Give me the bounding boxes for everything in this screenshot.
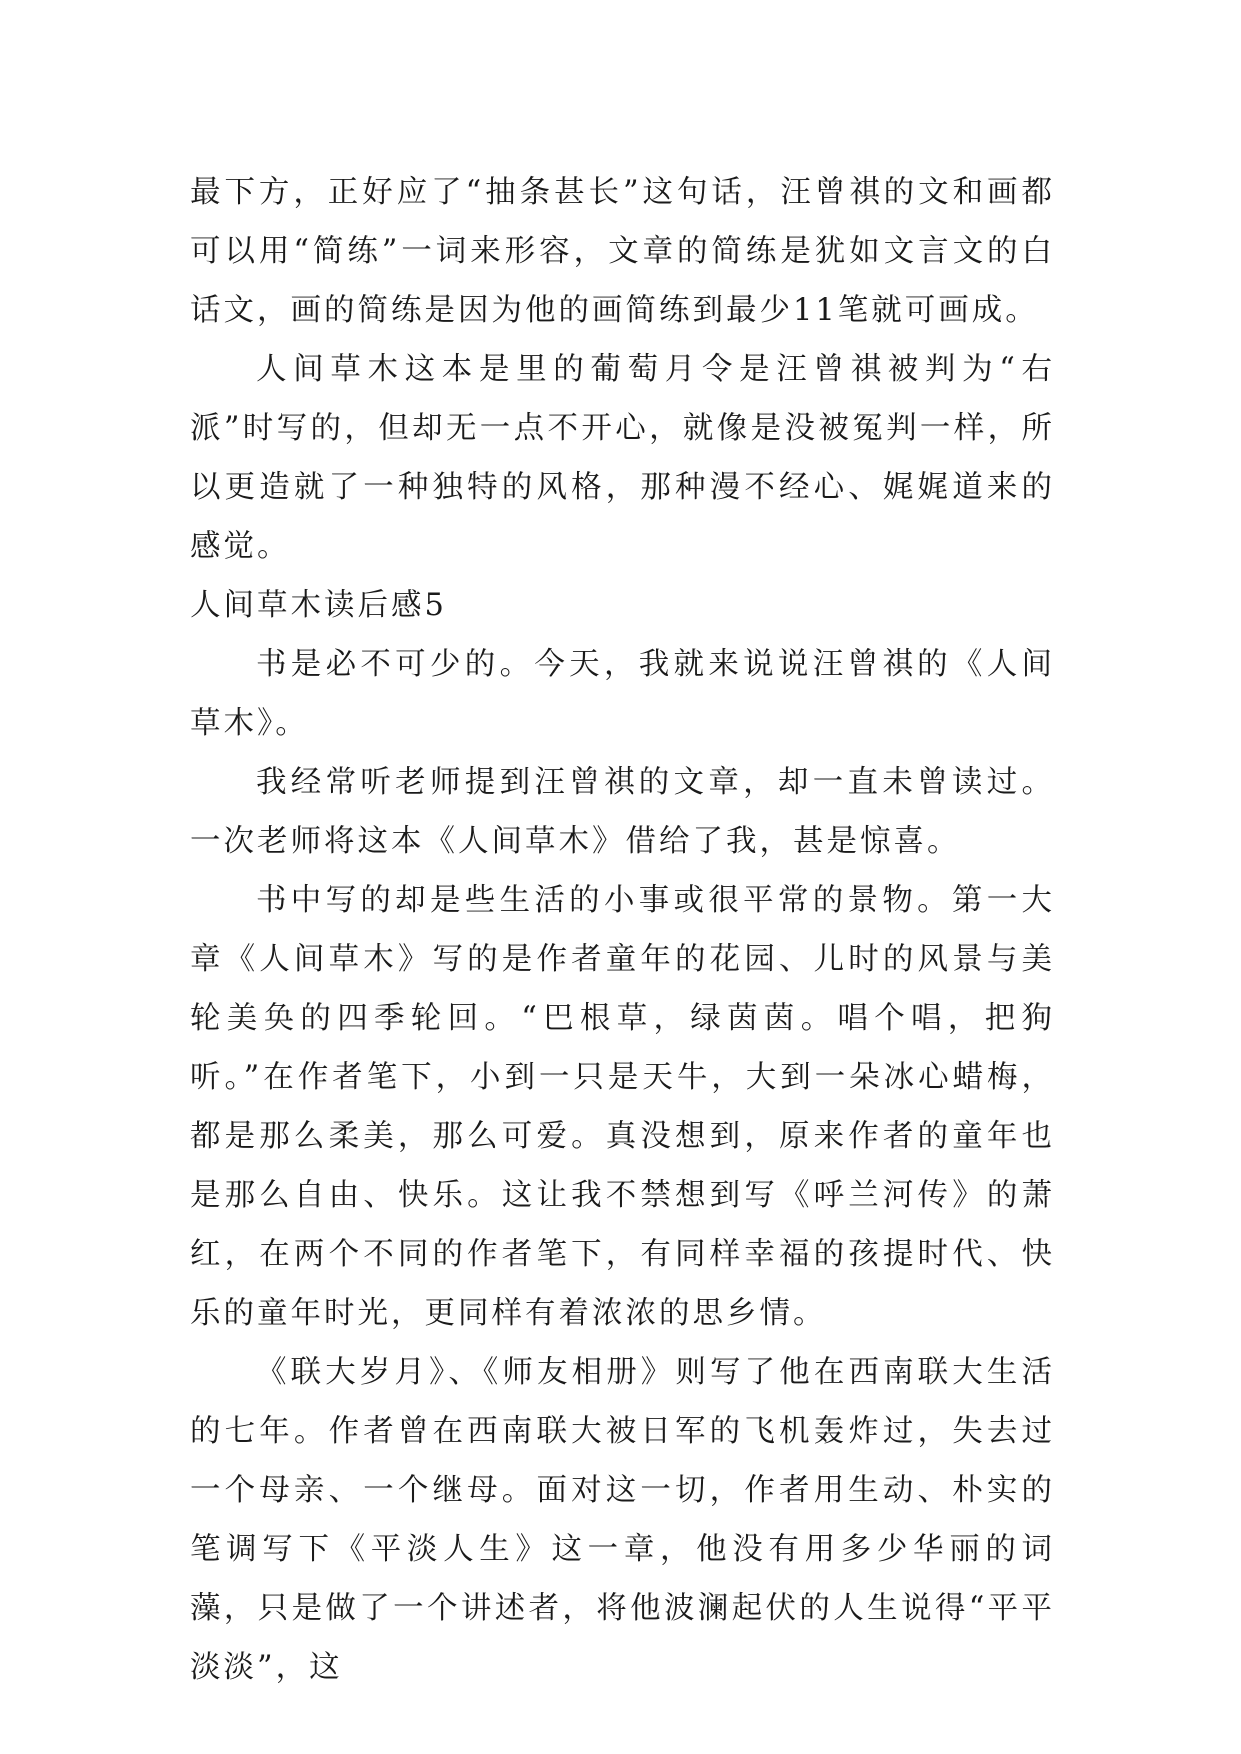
paragraph-childhood: 书中写的却是些生活的小事或很平常的景物。第一大章《人间草木》写的是作者童年的花园、儿时的风景与美轮美奂的四季轮回。“巴根草，绿茵茵。唱个唱，把狗听。”在作者笔下，小到一只是天牛，大到一朵冰心蜡梅，都是那么柔美，那么可爱。真没想到，原来作者的童年也是那么自由、快乐。这让我不禁想到写《呼兰河传》的萧红，在两个不同的作者笔下，有同样幸福的孩提时代、快乐的童年时光，更同样有着浓浓的思乡情。 xyxy=(190,883,1055,1331)
section-title: 人间草木读后感5 xyxy=(190,588,447,623)
paragraph-teacher: 我经常听老师提到汪曾祺的文章，却一直未曾读过。一次老师将这本《人间草木》借给了我，甚是惊喜。 xyxy=(190,765,1055,859)
document-page xyxy=(190,163,1055,1697)
paragraph-intro: 书是必不可少的。今天，我就来说说汪曾祺的《人间草木》。 xyxy=(190,647,1055,741)
paragraph-lianda: 《联大岁月》、《师友相册》则写了他在西南联大生活的七年。作者曾在西南联大被日军的飞机轰炸过，失去过一个母亲、一个继母。面对这一切，作者用生动、朴实的笔调写下《平淡人生》这一章，他没有用多少华丽的词藻，只是做了一个讲述者，将他波澜起伏的人生说得“平平淡淡”，这 xyxy=(190,1355,1055,1685)
paragraph-grape-month: 人间草木这本是里的葡萄月令是汪曾祺被判为“右派”时写的，但却无一点不开心，就像是没被冤判一样，所以更造就了一种独特的风格，那种漫不经心、娓娓道来的感觉。 xyxy=(190,352,1055,564)
paragraph-continuation: 最下方，正好应了“抽条甚长”这句话，汪曾祺的文和画都可以用“简练”一词来形容，文章的简练是犹如文言文的白话文，画的简练是因为他的画简练到最少11笔就可画成。 xyxy=(190,175,1055,328)
